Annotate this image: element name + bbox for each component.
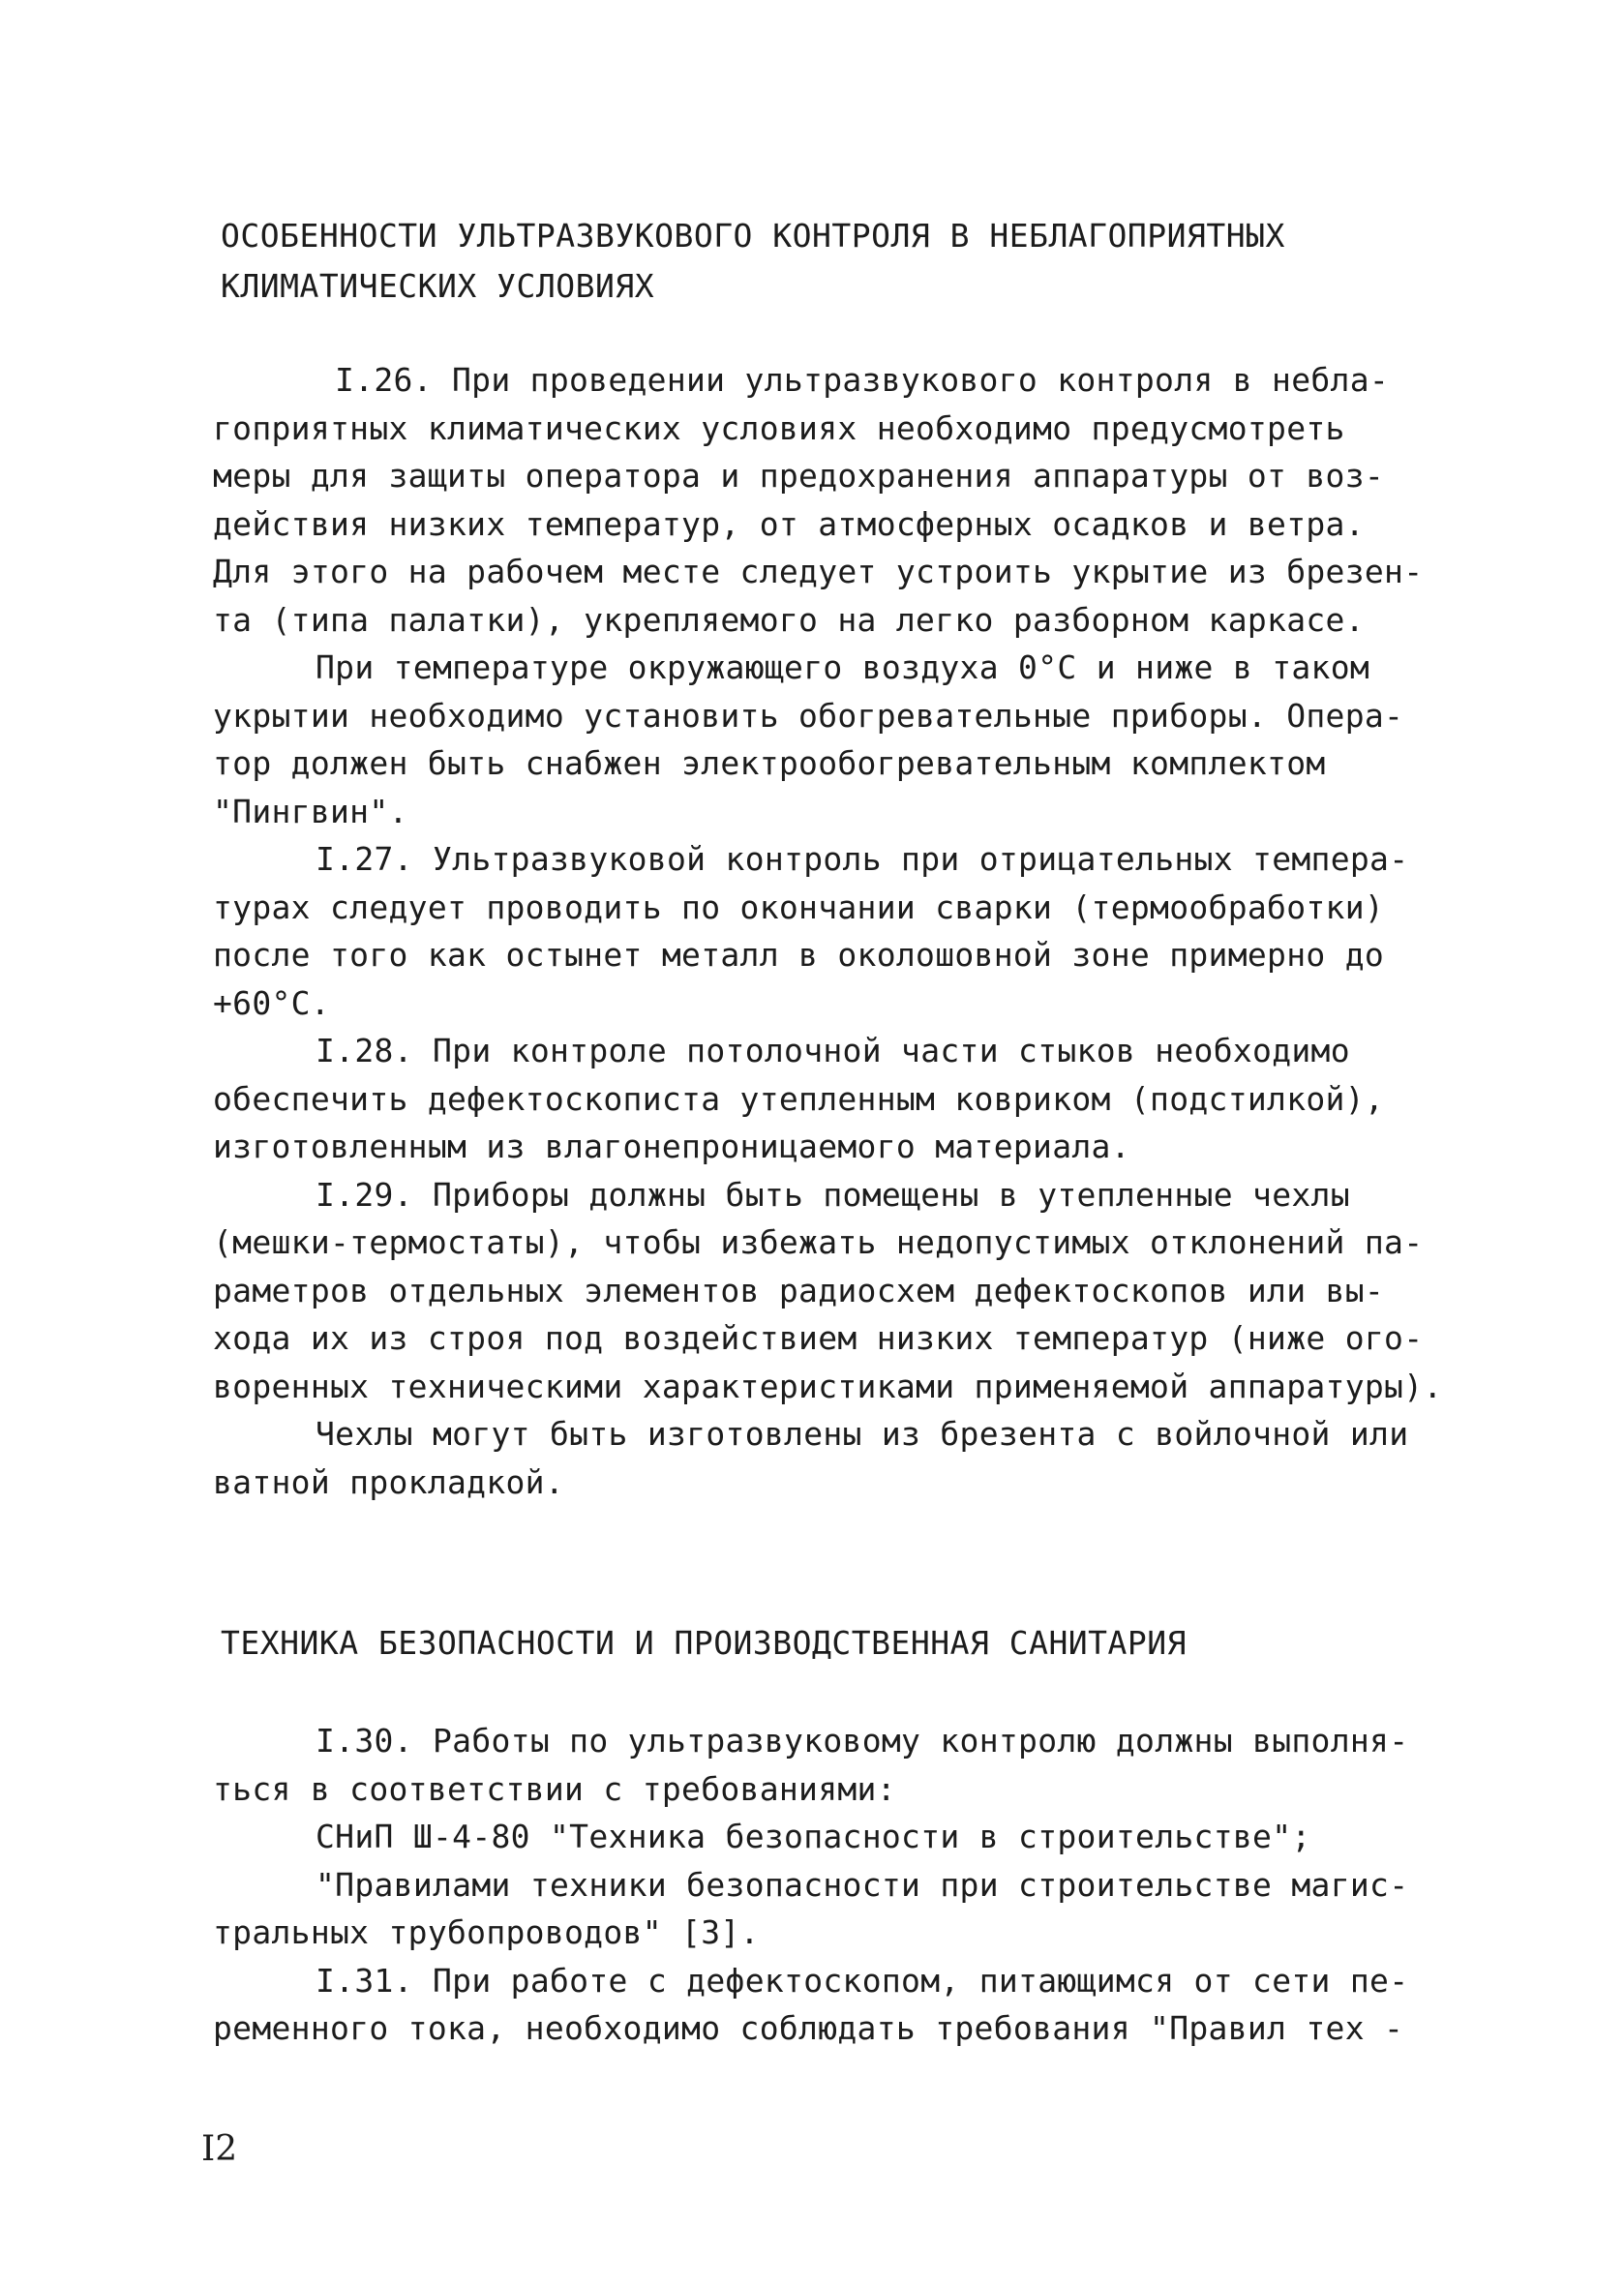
- paragraph-line: При температуре окружающего воздуха 0°С и ниже в таком: [316, 648, 1370, 686]
- paragraph-line: тор должен быть снабжен электрообогревательным комплектом: [213, 744, 1326, 782]
- paragraph-line: изготовленным из влагонепроницаемого материала.: [213, 1128, 1130, 1165]
- paragraph-line: I.29. Приборы должны быть помещены в утепленные чехлы: [316, 1175, 1350, 1214]
- paragraph-line: "Пингвин".: [213, 792, 408, 830]
- section-body-climate: [213, 356, 1471, 1506]
- heading-line: ТЕХНИКА БЕЗОПАСНОСТИ И ПРОИЗВОДСТВЕННАЯ САНИТАРИЯ: [221, 1624, 1188, 1662]
- paragraph-line: "Правилами техники безопасности при строительстве магис-: [316, 1865, 1409, 1904]
- paragraph-line: гоприятных климатических условиях необходимо предусмотреть: [213, 408, 1345, 447]
- paragraph-line: ватной прокладкой.: [213, 1462, 565, 1501]
- paragraph-line: I.31. При работе с дефектоскопом, питающимся от сети пе-: [316, 1961, 1409, 2000]
- page-number: I2: [201, 2129, 238, 2169]
- paragraph-line: меры для защиты оператора и предохранения аппаратуры от воз-: [213, 457, 1385, 495]
- section-heading-climate: [221, 211, 1401, 312]
- heading-line: КЛИМАТИЧЕСКИХ УСЛОВИЯХ: [221, 267, 655, 305]
- paragraph-line: ться в соответствии с требованиями:: [213, 1769, 896, 1808]
- paragraph-line: укрытии необходимо установить обогревательные приборы. Опера-: [213, 696, 1404, 735]
- paragraph-line: раметров отдельных элементов радиосхем дефектоскопов или вы-: [213, 1271, 1385, 1309]
- section-heading-safety: [221, 1618, 1401, 1669]
- paragraph-line: та (типа палатки), укрепляемого на легко разборном каркасе.: [213, 600, 1365, 639]
- paragraph-line: +60°С.: [213, 983, 331, 1022]
- paragraph-line: ременного тока, необходимо соблюдать требования "Правил тех -: [213, 2009, 1404, 2047]
- paragraph-line: Чехлы могут быть изготовлены из брезента с войлочной или: [316, 1415, 1409, 1453]
- paragraph-line: обеспечить дефектоскописта утепленным ковриком (подстилкой),: [213, 1079, 1385, 1118]
- paragraph-line: (мешки-термостаты), чтобы избежать недопустимых отклонений па-: [213, 1223, 1424, 1261]
- paragraph-line: I.26. При проведении ультразвукового контроля в небла-: [335, 361, 1390, 399]
- heading-line: ОСОБЕННОСТИ УЛЬТРАЗВУКОВОГО КОНТРОЛЯ В НЕБЛАГОПРИЯТНЫХ: [221, 217, 1285, 255]
- paragraph-line: I.30. Работы по ультразвуковому контролю должны выполня-: [316, 1722, 1409, 1760]
- paragraph-line: тральных трубопроводов" [3].: [213, 1913, 760, 1951]
- paragraph-line: хода их из строя под воздействием низких температур (ниже ого-: [213, 1319, 1424, 1357]
- paragraph-line: Для этого на рабочем месте следует устроить укрытие из брезен-: [213, 553, 1424, 590]
- paragraph-line: действия низких температур, от атмосферных осадков и ветра.: [213, 504, 1365, 543]
- paragraph-line: турах следует проводить по окончании сварки (термообработки): [213, 888, 1385, 926]
- paragraph-line: после того как остынет металл в околошовной зоне примерно до: [213, 936, 1385, 974]
- paragraph-line: воренных техническими характеристиками применяемой аппаратуры).: [213, 1367, 1443, 1405]
- paragraph-line: I.27. Ультразвуковой контроль при отрицательных темпера-: [316, 840, 1409, 878]
- paragraph-line: I.28. При контроле потолочной части стыков необходимо: [316, 1032, 1350, 1069]
- section-body-safety: [213, 1717, 1471, 2053]
- paragraph-line: СНиП Ш-4-80 "Техника безопасности в строительстве";: [316, 1818, 1311, 1855]
